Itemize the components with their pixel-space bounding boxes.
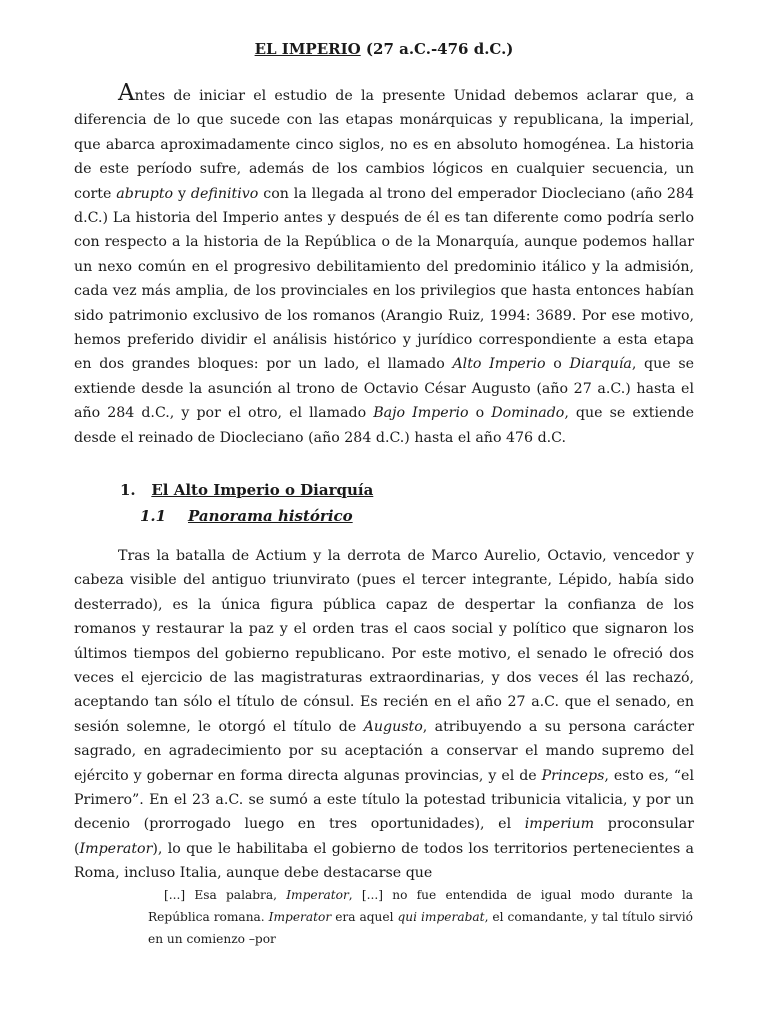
body-text: proconsular ( — [74, 816, 694, 857]
block-quote — [148, 884, 693, 950]
section-heading — [120, 481, 373, 499]
quote-text: era aquel — [331, 910, 398, 924]
quote-emphasis: Imperator — [268, 910, 332, 924]
intro-emphasis: abrupto — [116, 185, 174, 202]
body-emphasis: Augusto — [363, 718, 423, 735]
quote-text: [...] Esa palabra, — [164, 888, 287, 902]
intro-text: o — [545, 356, 570, 373]
subsection-heading — [140, 507, 353, 525]
intro-emphasis: Alto Imperio — [452, 356, 546, 373]
quote-emphasis: qui imperabat — [397, 910, 485, 924]
body-emphasis: Imperator — [79, 840, 153, 857]
body-text: , esto es, “el Primero”. En el 23 a.C. se sumó a este título la potestad tribunicia vitalicia, y por un decenio (prorrogado luego en tres oportunidades), el — [74, 767, 694, 833]
body-emphasis: imperium — [524, 816, 595, 833]
intro-text: , que se extiende desde el reinado de Diocleciano (año 284 d.C.) hasta el año 476 d.C. — [74, 405, 695, 446]
body-paragraph — [74, 544, 694, 886]
body-text: , atribuyendo a su persona carácter sagrado, en agradecimiento por su aceptación a conservar el mando supremo del ejército y gobernar en forma directa algunas provincias, y el de — [74, 718, 694, 784]
body-emphasis: Princeps — [541, 767, 605, 784]
intro-emphasis: definitivo — [190, 185, 259, 202]
quote-emphasis: Imperator — [286, 888, 349, 902]
subsection-title: Panorama histórico — [188, 507, 353, 525]
intro-paragraph — [74, 80, 695, 450]
intro-emphasis: Dominado — [491, 405, 565, 422]
title-main: EL IMPERIO — [254, 40, 361, 58]
intro-emphasis: Diarquía — [569, 356, 632, 373]
quote-text: , [...] no fue entendida de igual modo durante la República romana. — [148, 888, 694, 924]
drop-cap: A — [118, 80, 135, 106]
title-dates: (27 a.C.-476 d.C.) — [360, 40, 514, 58]
intro-text: ntes de iniciar el estudio de la presente Unidad debemos aclarar que, a diferencia de lo que sucede con las etapas monárquicas y republicana, la imperial, que abarca aproximadamente cinco siglos, no es en absoluto homogénea. La historia de este período sufre, además de los cambios lógicos en cualquier secuencia, un corte — [74, 88, 694, 202]
body-text: Tras la batalla de Actium y la derrota de Marco Aurelio, Octavio, vencedor y cabeza visible del antiguo triunvirato (pues el tercer integrante, Lépido, había sido desterrado), es la única figura pública capaz de despertar la confianza de los romanos y restaurar la paz y el orden tras el caos social y político que signaron los últimos tiempos del gobierno republicano. Por este motivo, el senado le ofreció dos veces el ejercicio de las magistraturas extraordinarias, y dos veces él las rechazó, aceptando tan sólo el título de cónsul. Es recién en el año 27 a.C. que el senado, en sesión solemne, le otorgó el título de — [74, 548, 694, 735]
intro-emphasis: Bajo Imperio — [373, 405, 469, 422]
page-title — [0, 40, 768, 58]
subsection-number: 1.1 — [140, 507, 167, 525]
intro-text: con la llegada al trono del emperador Diocleciano (año 284 d.C.) La historia del Imperio antes y después de él es tan diferente como podría serlo con respecto a la historia de la República o de la Monarquía, aunque podemos hallar un nexo común en el progresivo debilitamiento del predominio itálico y la admisión, cada vez más amplia, de los provinciales en los privilegios que hasta entonces habían sido patrimonio exclusivo de los romanos (Arangio Ruiz, 1994: 3689. Por ese motivo, hemos preferido dividir el análisis histórico y jurídico correspondiente a esta etapa en dos grandes bloques: por un lado, el llamado — [74, 185, 694, 373]
intro-text: y — [173, 185, 191, 202]
section-number: 1. — [120, 481, 136, 499]
section-title: El Alto Imperio o Diarquía — [151, 481, 374, 499]
intro-text: o — [468, 405, 492, 422]
intro-text: , que se extiende desde la asunción al trono de Octavio César Augusto (año 27 a.C.) hasta el año 284 d.C., y por el otro, el llamado — [74, 356, 694, 422]
quote-text: , el comandante, y tal título sirvió en un comienzo –por — [148, 910, 693, 946]
body-text: ), lo que le habilitaba el gobierno de todos los territorios pertenecientes a Roma, incluso Italia, aunque debe destacarse que — [74, 840, 694, 882]
